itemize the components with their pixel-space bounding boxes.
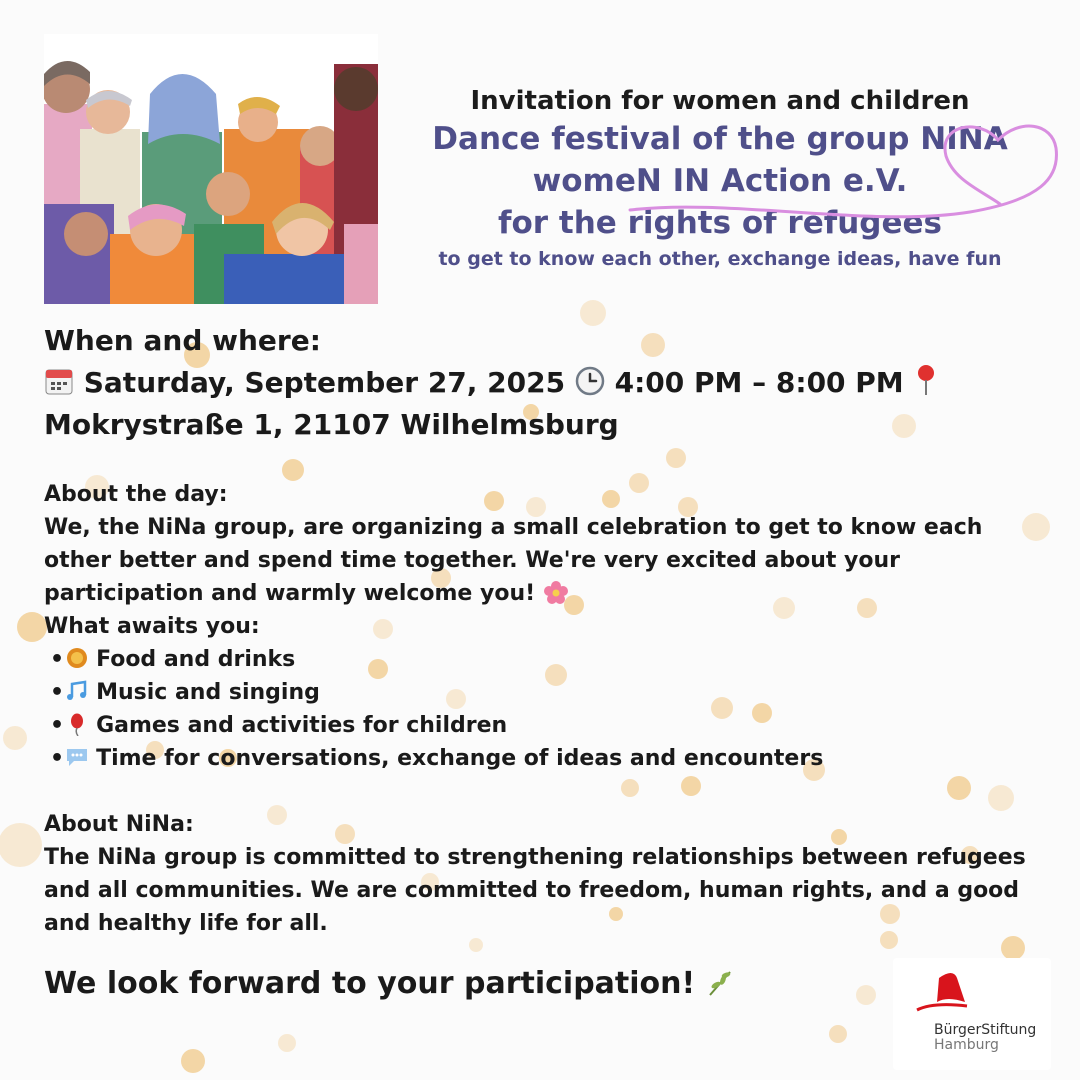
awaits-title: What awaits you:: [44, 614, 260, 639]
closing-line: We look forward to your participation!: [44, 966, 734, 1001]
balloon-icon: [64, 712, 90, 736]
sail-logo-icon: [893, 958, 1051, 1022]
logo-line-2: Hamburg: [934, 1037, 999, 1053]
header-line-tagline: to get to know each other, exchange ideas, have fun: [438, 248, 1002, 270]
women-collage-image: [44, 34, 378, 304]
speech-icon: [64, 745, 90, 769]
about-nina-text: The NiNa group is committed to strengthening relationships between refugees and all communities. We are committed to freedom, human rights, and a good and healthy life for all.: [44, 845, 1026, 936]
decorative-dot: [181, 1049, 205, 1073]
event-date: Saturday, September 27, 2025: [83, 366, 566, 399]
about-day-title: About the day:: [44, 482, 228, 507]
about-nina-title: About NiNa:: [44, 812, 194, 837]
list-item: • Time for conversations, exchange of ideas and encounters: [50, 746, 824, 771]
buergerstiftung-logo: [893, 958, 1051, 1070]
music-icon: [64, 679, 90, 703]
event-description: [44, 478, 1044, 940]
list-item: • Music and singing: [50, 680, 320, 705]
decorative-dot: [3, 726, 27, 750]
list-item: • Food and drinks: [50, 647, 296, 672]
header-line-rights: for the rights of refugees: [498, 205, 942, 241]
decorative-dot: [829, 1025, 847, 1043]
header-line-organization: womeN IN Action e.V.: [532, 163, 908, 199]
calendar-icon: [44, 366, 74, 396]
date-time-line: [44, 362, 1044, 404]
flower-icon: [543, 580, 569, 604]
about-day-text: We, the NiNa group, are organizing a small celebration to get to know each other better and spend time together. We're very excited about your participation and warmly welcome you!: [44, 515, 983, 606]
leaf-icon: [706, 969, 734, 997]
decorative-dot: [0, 823, 42, 867]
event-address: Mokrystraße 1, 21107 Wilhelmsburg: [44, 408, 619, 441]
when-where-title: When and where:: [44, 324, 321, 357]
decorative-dot: [666, 448, 686, 468]
event-time: 4:00 PM – 8:00 PM: [614, 366, 904, 399]
food-icon: [64, 646, 90, 670]
heart-doodle-icon: [620, 118, 1070, 228]
logo-line-1: BürgerStiftung: [934, 1022, 1037, 1038]
when-and-where: [44, 320, 1044, 446]
decorative-dot: [469, 938, 483, 952]
header-line-festival: Dance festival of the group NINA: [432, 121, 1008, 157]
decorative-dot: [278, 1034, 296, 1052]
list-item: • Games and activities for children: [50, 713, 508, 738]
clock-icon: [575, 366, 605, 396]
decorative-dot: [856, 985, 876, 1005]
pin-icon: [913, 364, 939, 396]
decorative-dot: [17, 612, 47, 642]
header-line-invitation: Invitation for women and children: [470, 86, 970, 116]
